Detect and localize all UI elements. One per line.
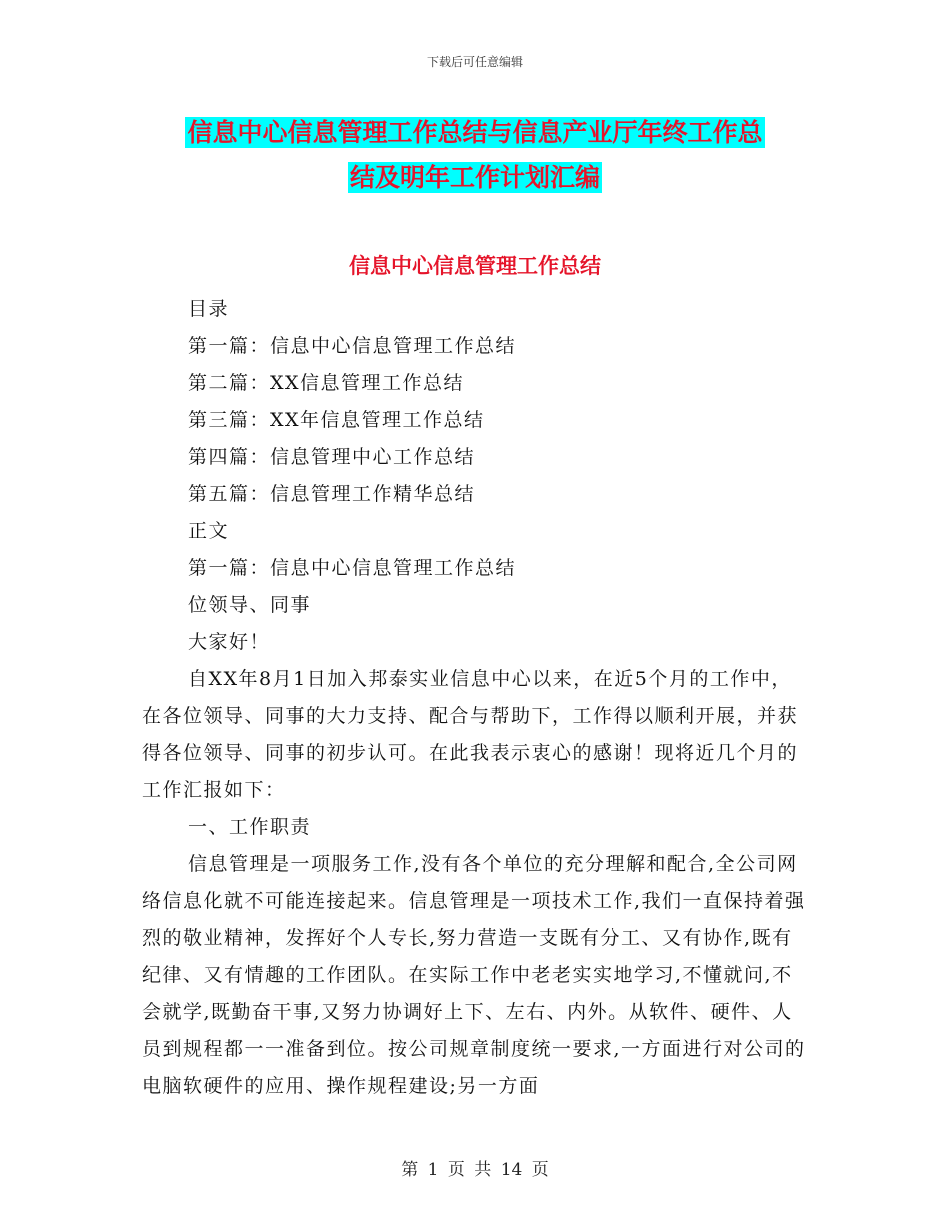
page-footer: 第 1 页 共 14 页 xyxy=(401,1160,549,1180)
body-heading: 正文 xyxy=(188,520,230,542)
toc-item-1: 第一篇：信息中心信息管理工作总结 xyxy=(188,335,517,357)
chapter-title: 第一篇：信息中心信息管理工作总结 xyxy=(188,557,517,579)
salutation-line-2: 大家好！ xyxy=(188,631,271,653)
toc-item-5: 第五篇：信息管理工作精华总结 xyxy=(188,483,476,505)
title-line-2: 结及明年工作计划汇编 xyxy=(349,163,600,192)
toc-item-4: 第四篇：信息管理中心工作总结 xyxy=(188,446,476,468)
toc-item-3: 第三篇：XX年信息管理工作总结 xyxy=(188,409,485,431)
paragraph-duties: 信息管理是一项服务工作,没有各个单位的充分理解和配合,全公司网络信息化就不可能连接起来。信息管理是一项技术工作,我们一直保持着强烈的敬业精神，发挥好个人专长,努力营造一支既有分工、又有协作,既有纪律、又有情趣的工作团队。在实际工作中老老实实地学习,不懂就问,不会就学,既勤奋干事,又努力协调好上下、左右、内外。从软件、硬件、人员到规程都一一准备到位。按公司规章制度统一要求,一方面进行对公司的电脑软硬件的应用、操作规程建设;另一方面 xyxy=(142,853,806,1097)
title-line-1: 信息中心信息管理工作总结与信息产业厅年终工作总 xyxy=(187,118,763,147)
toc-item-2: 第二篇：XX信息管理工作总结 xyxy=(188,372,465,394)
salutation-line-1: 位领导、同事 xyxy=(188,594,312,616)
paragraph-intro: 自XX年8月1日加入邦泰实业信息中心以来，在近5个月的工作中，在各位领导、同事的大力支持、配合与帮助下，工作得以顺利开展，并获得各位领导、同事的初步认可。在此我表示衷心的感谢！现将近几个月的工作汇报如下： xyxy=(142,668,799,801)
document-title xyxy=(140,110,810,200)
toc-heading: 目录 xyxy=(188,298,230,320)
section-title: 信息中心信息管理工作总结 xyxy=(349,254,601,278)
document-body xyxy=(142,291,812,1105)
section-heading-1: 一、工作职责 xyxy=(188,816,312,838)
header-note: 下载后可任意编辑 xyxy=(426,55,523,69)
